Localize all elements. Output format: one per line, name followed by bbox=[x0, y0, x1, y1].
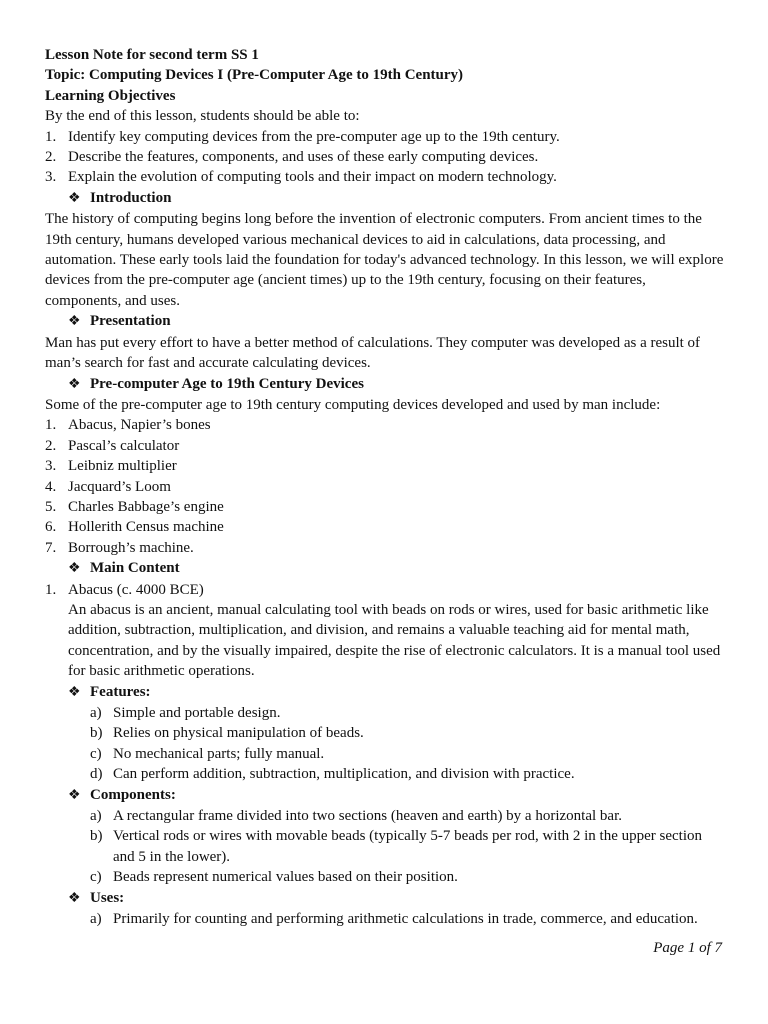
lesson-note-title: Lesson Note for second term SS 1 bbox=[45, 47, 259, 63]
presentation-text: Man has put every effort to have a better method of calculations. They computer was developed as a result of man’s search for fast and accurate calculating devices. bbox=[45, 334, 701, 372]
presentation-heading: ❖ Presentation bbox=[45, 311, 725, 332]
list-item: 7. Borrough’s machine. bbox=[45, 539, 194, 556]
abacus-description: An abacus is an ancient, manual calculating tool with beads on rods or wires, used for basic arithmetic like addition, subtraction, multiplication, and division, and remains a valuable teaching aid for mental math, concentration, and by the visually impaired, despite the rise of electronic calculators. It is a manual tool used for basic arithmetic operations. bbox=[68, 601, 721, 680]
devices-intro: Some of the pre-computer age to 19th century computing devices developed and used by man include: bbox=[45, 396, 661, 413]
diamond-bullet-icon: ❖ bbox=[68, 376, 81, 392]
uses-heading: ❖ Uses: bbox=[45, 888, 725, 909]
diamond-bullet-icon: ❖ bbox=[68, 190, 81, 206]
topic-title: Topic: Computing Devices I (Pre-Computer Age to 19th Century) bbox=[45, 67, 464, 84]
list-item: 2. Describe the features, components, and uses of these early computing devices. bbox=[45, 149, 539, 166]
list-item: 1. Identify key computing devices from the pre-computer age up to the 19th century. bbox=[45, 128, 560, 145]
list-item: 1. Abacus, Napier’s bones bbox=[45, 417, 211, 434]
objectives-intro: By the end of this lesson, students should be able to: bbox=[45, 108, 360, 125]
list-item: 1. Abacus (c. 4000 BCE) An abacus is an ancient, manual calculating tool with beads on rods or wires, used for basic arithmetic like addition, subtraction, multiplication, and division, and remains a valuable teaching aid for mental math, concentration, and by the visually impaired, despite the rise of electronic calculators. It is a manual tool used for basic arithmetic operations. bbox=[45, 580, 725, 682]
list-item: 6. Hollerith Census machine bbox=[45, 519, 224, 536]
list-item: 5. Charles Babbage’s engine bbox=[45, 498, 224, 515]
diamond-bullet-icon: ❖ bbox=[68, 787, 81, 803]
devices-list bbox=[45, 415, 725, 558]
diamond-bullet-icon: ❖ bbox=[68, 684, 81, 700]
diamond-bullet-icon: ❖ bbox=[68, 890, 81, 906]
components-heading: ❖ Components: bbox=[45, 785, 725, 806]
list-item: 2. Pascal’s calculator bbox=[45, 437, 180, 454]
uses-list bbox=[45, 909, 725, 929]
list-item: a) A rectangular frame divided into two sections (heaven and earth) by a horizontal bar. bbox=[90, 808, 622, 825]
introduction-text: The history of computing begins long before the invention of electronic computers. From ancient times to the 19th century, humans developed various mechanical devices to aid in calculations, data processing, and automation. These early tools laid the foundation for today's advanced technology. In this lesson, we will explore devices from the pre-computer age (ancient times) up to the 19th century, focusing on their features, components, and uses. bbox=[45, 211, 724, 309]
document-page bbox=[45, 45, 725, 929]
objectives-heading: Learning Objectives bbox=[45, 87, 176, 104]
features-list bbox=[45, 703, 725, 785]
main-content-list bbox=[45, 580, 725, 682]
list-item: b) Vertical rods or wires with movable beads (typically 5-7 beads per rod, with 2 in the upper section and 5 in the lower). bbox=[90, 828, 703, 865]
list-item: c) Beads represent numerical values based on their position. bbox=[90, 869, 458, 886]
list-item: b) Relies on physical manipulation of beads. bbox=[90, 725, 364, 742]
list-item: 4. Jacquard’s Loom bbox=[45, 478, 171, 495]
list-item: a) Simple and portable design. bbox=[90, 705, 281, 721]
objectives-list bbox=[45, 127, 725, 188]
list-item: 3. Explain the evolution of computing tools and their impact on modern technology. bbox=[45, 169, 557, 186]
list-item: c) No mechanical parts; fully manual. bbox=[90, 745, 325, 762]
main-content-heading: ❖ Main Content bbox=[45, 558, 725, 579]
page-number: Page 1 of 7 bbox=[653, 940, 722, 956]
abacus-title: Abacus (c. 4000 BCE) bbox=[68, 581, 204, 598]
diamond-bullet-icon: ❖ bbox=[68, 314, 81, 330]
list-item: 3. Leibniz multiplier bbox=[45, 458, 177, 475]
list-item: d) Can perform addition, subtraction, multiplication, and division with practice. bbox=[90, 766, 575, 783]
list-item: a) Primarily for counting and performing arithmetic calculations in trade, commerce, and education. bbox=[90, 911, 698, 928]
diamond-bullet-icon: ❖ bbox=[68, 561, 81, 577]
introduction-heading: ❖ Introduction bbox=[45, 188, 725, 209]
devices-heading: ❖ Pre-computer Age to 19th Century Devices bbox=[45, 374, 725, 395]
features-heading: ❖ Features: bbox=[45, 682, 725, 703]
components-list bbox=[45, 806, 725, 888]
